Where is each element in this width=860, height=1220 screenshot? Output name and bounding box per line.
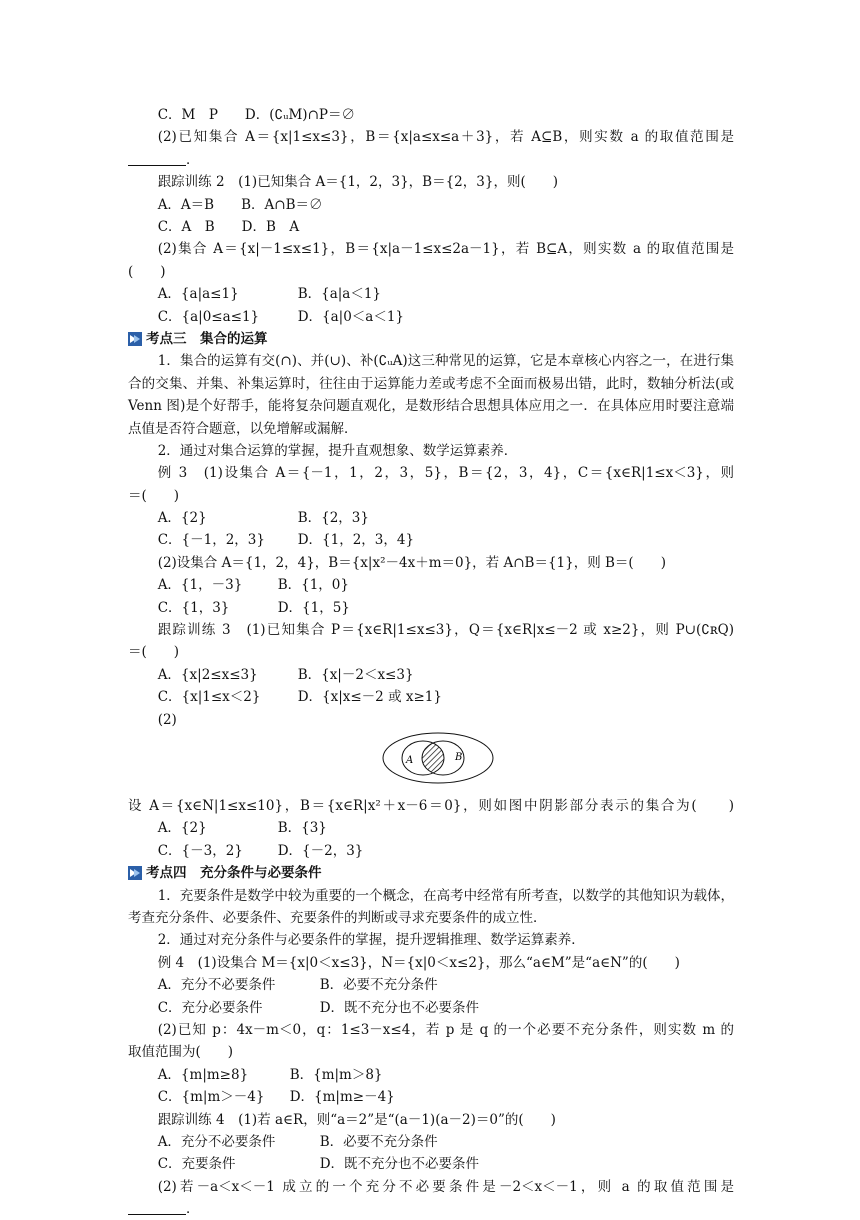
practice-line: (2) [157,711,177,728]
option-line [128,664,734,686]
option-d: D．既不充分也不必要条件 [319,999,480,1016]
option-b: B．必要不充分条件 [319,977,438,994]
practice-line [128,1198,734,1220]
practice-title: 跟踪训练 2 (1)已知集合 A＝{1，2，3}，B＝{2，3}，则( ) [157,174,558,191]
practice-line: 设 A＝{x∈N|1≤x≤10}，B＝{x∈R|x²＋x－6＝0}，则如图中阴影部分表示的集合为( ) [128,798,734,814]
option-d: D．{1，5} [277,599,350,616]
option-a: A．{2} [157,510,207,527]
example-line: ＝( ) [128,487,180,504]
answer-blank [128,151,186,166]
document-page [128,104,734,1220]
option-line [128,507,734,529]
option-line [128,1086,734,1108]
practice-line: ＝( ) [128,644,180,661]
section-title: 考点四 充分条件与必要条件 [146,865,322,882]
option-line [128,817,734,839]
option-c: C．{m|m＞－4} [157,1089,265,1106]
option-line [128,840,734,862]
practice-title: 跟踪训练 3 (1)已知集合 P＝{x∈R|1≤x≤3}，Q＝{x∈R|x≤－2 或 x≥2}，则 P∪(∁ʀQ) [157,622,734,639]
question-line: ( ) [128,263,166,280]
option-d: D．{1，2，3，4} [297,532,415,549]
option-b: B．{x|－2＜x≤3} [297,666,414,683]
paragraph: 1．充要条件是数学中较为重要的一个概念，在高考中经常有所考查，以数学的其他知识为载体，考查充分条件、必要条件、充要条件的判断或寻求充要条件的成立性． [128,887,734,926]
option-a: A．{2} [157,820,207,837]
practice-title: 跟踪训练 4 (1)若 a∈R，则“a＝2”是“(a－1)(a－2)＝0”的( ) [157,1111,556,1128]
option-a: A．{m|m≥8} [157,1066,249,1083]
option-line: A．A＝B B．A∩B＝∅ [157,196,323,213]
practice-line: (2)若－a＜x＜－1 成立的一个充分不必要条件是－2＜x＜－1，则 a 的取值范围是 [157,1178,734,1195]
option-d: D．{x|x≤－2 或 x≥1} [297,689,442,706]
option-line [128,1064,734,1086]
option-c: C．{－1，2，3} [157,532,265,549]
venn-label-a: A [406,755,414,766]
paragraph: 2．通过对集合运算的掌握，提升直观想象、数学运算素养． [157,442,518,459]
example-line: 例 3 (1)设集合 A＝{－1，1，2，3，5}，B＝{2，3，4}，C＝{x∈R|1≤x＜3}，则 [157,465,734,482]
question-line: (2)已知集合 A＝{x|1≤x≤3}，B＝{x|a≤x≤a＋3}，若 A⊆B，则实数 a 的取值范围是 [157,129,734,146]
option-c: C．充要条件 [157,1156,236,1173]
option-b: B．{m|m＞8} [289,1066,383,1083]
option-line [128,1131,734,1153]
section-heading [128,328,734,350]
option-line [128,306,734,328]
section-flag-icon [128,866,142,880]
paragraph: 2．通过对充分条件与必要条件的掌握，提升逻辑推理、数学运算素养． [157,932,585,949]
period: ． [186,1201,200,1218]
option-a: A．{a|a≤1} [157,286,239,303]
venn-label-b: B [455,752,463,763]
option-line [128,574,734,596]
question-line: (2)集合 A＝{x|－1≤x≤1}，B＝{x|a－1≤x≤2a－1}，若 B⊆A，则实数 a 的取值范围是 [157,241,734,258]
option-b: B．{a|a＜1} [297,286,382,303]
section-title: 考点三 集合的运算 [146,330,268,347]
option-line [128,283,734,305]
paragraph: 1．集合的运算有交(∩)、并(∪)、补(∁ᵤA)这三种常见的运算，它是本章核心内容之一，在进行集合的交集、并集、补集运算时，往往由于运算能力差或考虑不全面而极易出错，此时，数轴分析法(或 Venn 图)是个好帮手，能将复杂问题直观化，是数形结合思想具体应用之一．在具体应用时要注意端点值是否符合题意，以免增解或漏解． [128,353,734,437]
option-a: A．{1，－3} [157,577,243,594]
option-c: C．{x|1≤x＜2} [157,689,261,706]
option-d: D．{m|m≥－4} [289,1089,395,1106]
option-line [128,686,734,708]
period: ． [186,151,200,168]
option-line: C．A B D．B A [157,218,300,235]
option-b: B．{1，0} [277,577,349,594]
question-line [128,149,734,171]
option-d: D．既不充分也不必要条件 [319,1156,480,1173]
option-line [128,997,734,1019]
option-line: C．M P D．(∁ᵤM)∩P＝∅ [157,107,355,123]
option-a: A．{x|2≤x≤3} [157,666,258,683]
example-line: (2)设集合 A＝{1，2，4}，B＝{x|x²－4x＋m＝0}，若 A∩B＝{1}，则 B＝( ) [157,554,666,571]
venn-diagram [128,731,734,795]
example-line: 取值范围为( ) [128,1044,234,1061]
option-a: A．充分不必要条件 [157,977,276,994]
option-b: B．必要不充分条件 [319,1133,438,1150]
answer-blank [128,1200,186,1215]
option-line [128,1153,734,1175]
option-d: D．{－2，3} [277,842,364,859]
option-c: C．充分必要条件 [157,999,263,1016]
example-line: 例 4 (1)设集合 M＝{x|0＜x≤3}，N＝{x|0＜x≤2}，那么“a∈M”是“a∈N”的( ) [157,954,680,971]
example-line: (2)已知 p：4x－m＜0，q：1≤3－x≤4，若 p 是 q 的一个必要不充分条件，则实数 m 的 [157,1021,734,1038]
option-b: B．{3} [277,820,327,837]
option-c: C．{a|0≤a≤1} [157,308,260,325]
section-heading [128,862,734,884]
option-b: B．{2，3} [297,510,369,527]
option-d: D．{a|0＜a＜1} [297,308,405,325]
option-line [128,974,734,996]
option-line [128,529,734,551]
option-line [128,597,734,619]
section-flag-icon [128,332,142,346]
option-a: A．充分不必要条件 [157,1133,276,1150]
option-c: C．{－3，2} [157,842,243,859]
option-c: C．{1，3} [157,599,230,616]
